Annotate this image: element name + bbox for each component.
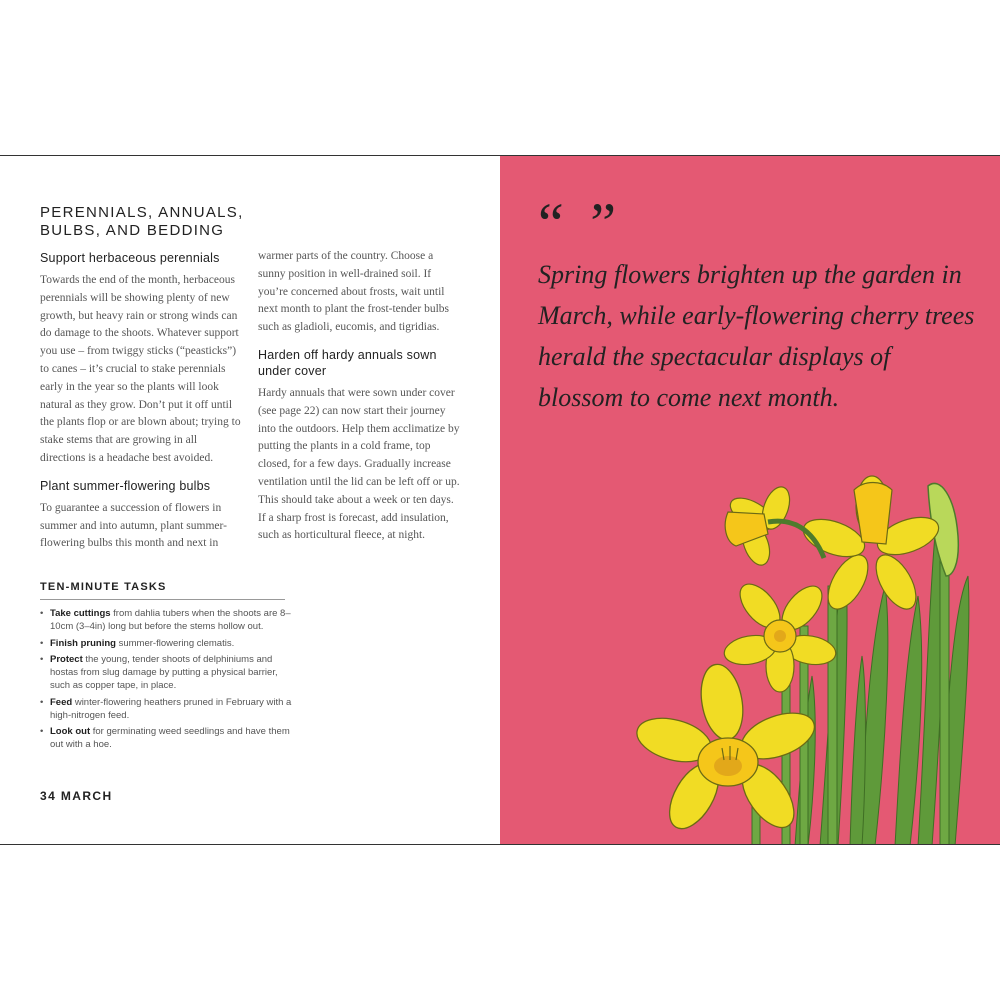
task-text: summer-flowering clematis. <box>115 637 235 649</box>
section-heading <box>40 204 250 240</box>
harden-off-title: Harden off hardy annuals sown under cover <box>258 347 437 378</box>
tasks-divider <box>40 599 285 600</box>
summer-bulbs-title: Plant summer-flowering bulbs <box>40 478 211 493</box>
section-heading-line1: PERENNIALS, ANNUALS, <box>40 204 244 221</box>
task-item <box>40 608 300 634</box>
harden-off-body: Hardy annuals that were sown under cover (see page 22) can now start their journey into the outdoors. Help them acclimatize by putting the plants in a cold frame, top closed, for a few days. Gradually increase ventilation until the lid can be left off or up. This should take about a week or ten days. If a sharp frost is forecast, add insulation, such as horticultural fleece, at night. <box>258 386 460 542</box>
summer-bulbs-continued: warmer parts of the country. Choose a sunny position in well-drained soil. If you’re concerned about frosts, wait until next month to plant the frost-tender bulbs such as gladioli, eucomis, and tigridias. <box>258 250 449 334</box>
summer-bulbs-body: To guarantee a succession of flowers in summer and into autumn, plant summer-flowering bulbs this month and next in <box>40 501 227 550</box>
tasks-title: TEN-MINUTE TASKS <box>40 581 167 593</box>
task-text: from dahlia tubers when the shoots are 8–10cm (3–4in) long but before the stems hollow out. <box>50 608 291 632</box>
left-page <box>0 156 500 844</box>
bullet-icon: • <box>40 696 44 708</box>
task-bold: Protect <box>50 654 83 666</box>
bullet-icon: • <box>40 608 44 619</box>
page-number-folio: 34 MARCH <box>40 789 113 803</box>
task-item <box>40 726 300 752</box>
task-text: for germinating weed seedlings and have them out with a hoe. <box>50 726 290 751</box>
bullet-icon: • <box>40 726 44 738</box>
task-text: winter-flowering heathers pruned in February with a high-nitrogen feed. <box>50 696 292 721</box>
task-text: the young, tender shoots of delphiniums and hostas from slug damage by putting a physical barrier, such as copper tape, in place. <box>50 654 278 691</box>
text-column-2 <box>258 248 463 555</box>
task-bold: Take cuttings <box>50 608 111 619</box>
task-item <box>40 638 300 651</box>
task-bold: Feed <box>50 696 73 708</box>
bullet-icon: • <box>40 654 44 666</box>
quote-marks-icon: “ ” <box>538 191 622 256</box>
ten-minute-tasks <box>40 581 300 756</box>
support-perennials-body: Towards the end of the month, herbaceous perennials will be showing plenty of new growth, but heavy rain or strong winds can do damage to the shoots. Whatever support you use – from twiggy sticks (“peasticks”) to canes – it’s crucial to stake perennials early in the year so the plants will look natural as they grow. Don’t put it off until the plants flop or are blown about; trying to stake stems that are growing in all directions is a headache best avoided. <box>40 274 241 464</box>
support-perennials-title: Support herbaceous perennials <box>40 251 220 265</box>
bullet-icon: • <box>40 637 44 649</box>
book-spread <box>0 155 1000 845</box>
pull-quote: Spring flowers brighten up the garden in March, while early-flowering cherry trees herald the spectacular displays of blossom to come next month. <box>538 260 975 412</box>
task-bold: Finish pruning <box>50 637 116 649</box>
task-item <box>40 654 300 692</box>
text-column-1 <box>40 250 245 563</box>
daffodils-illustration <box>500 156 1000 844</box>
task-item <box>40 697 300 723</box>
right-page <box>500 156 1000 844</box>
section-heading-line2: BULBS, AND BEDDING <box>40 222 225 239</box>
task-bold: Look out <box>50 726 91 738</box>
